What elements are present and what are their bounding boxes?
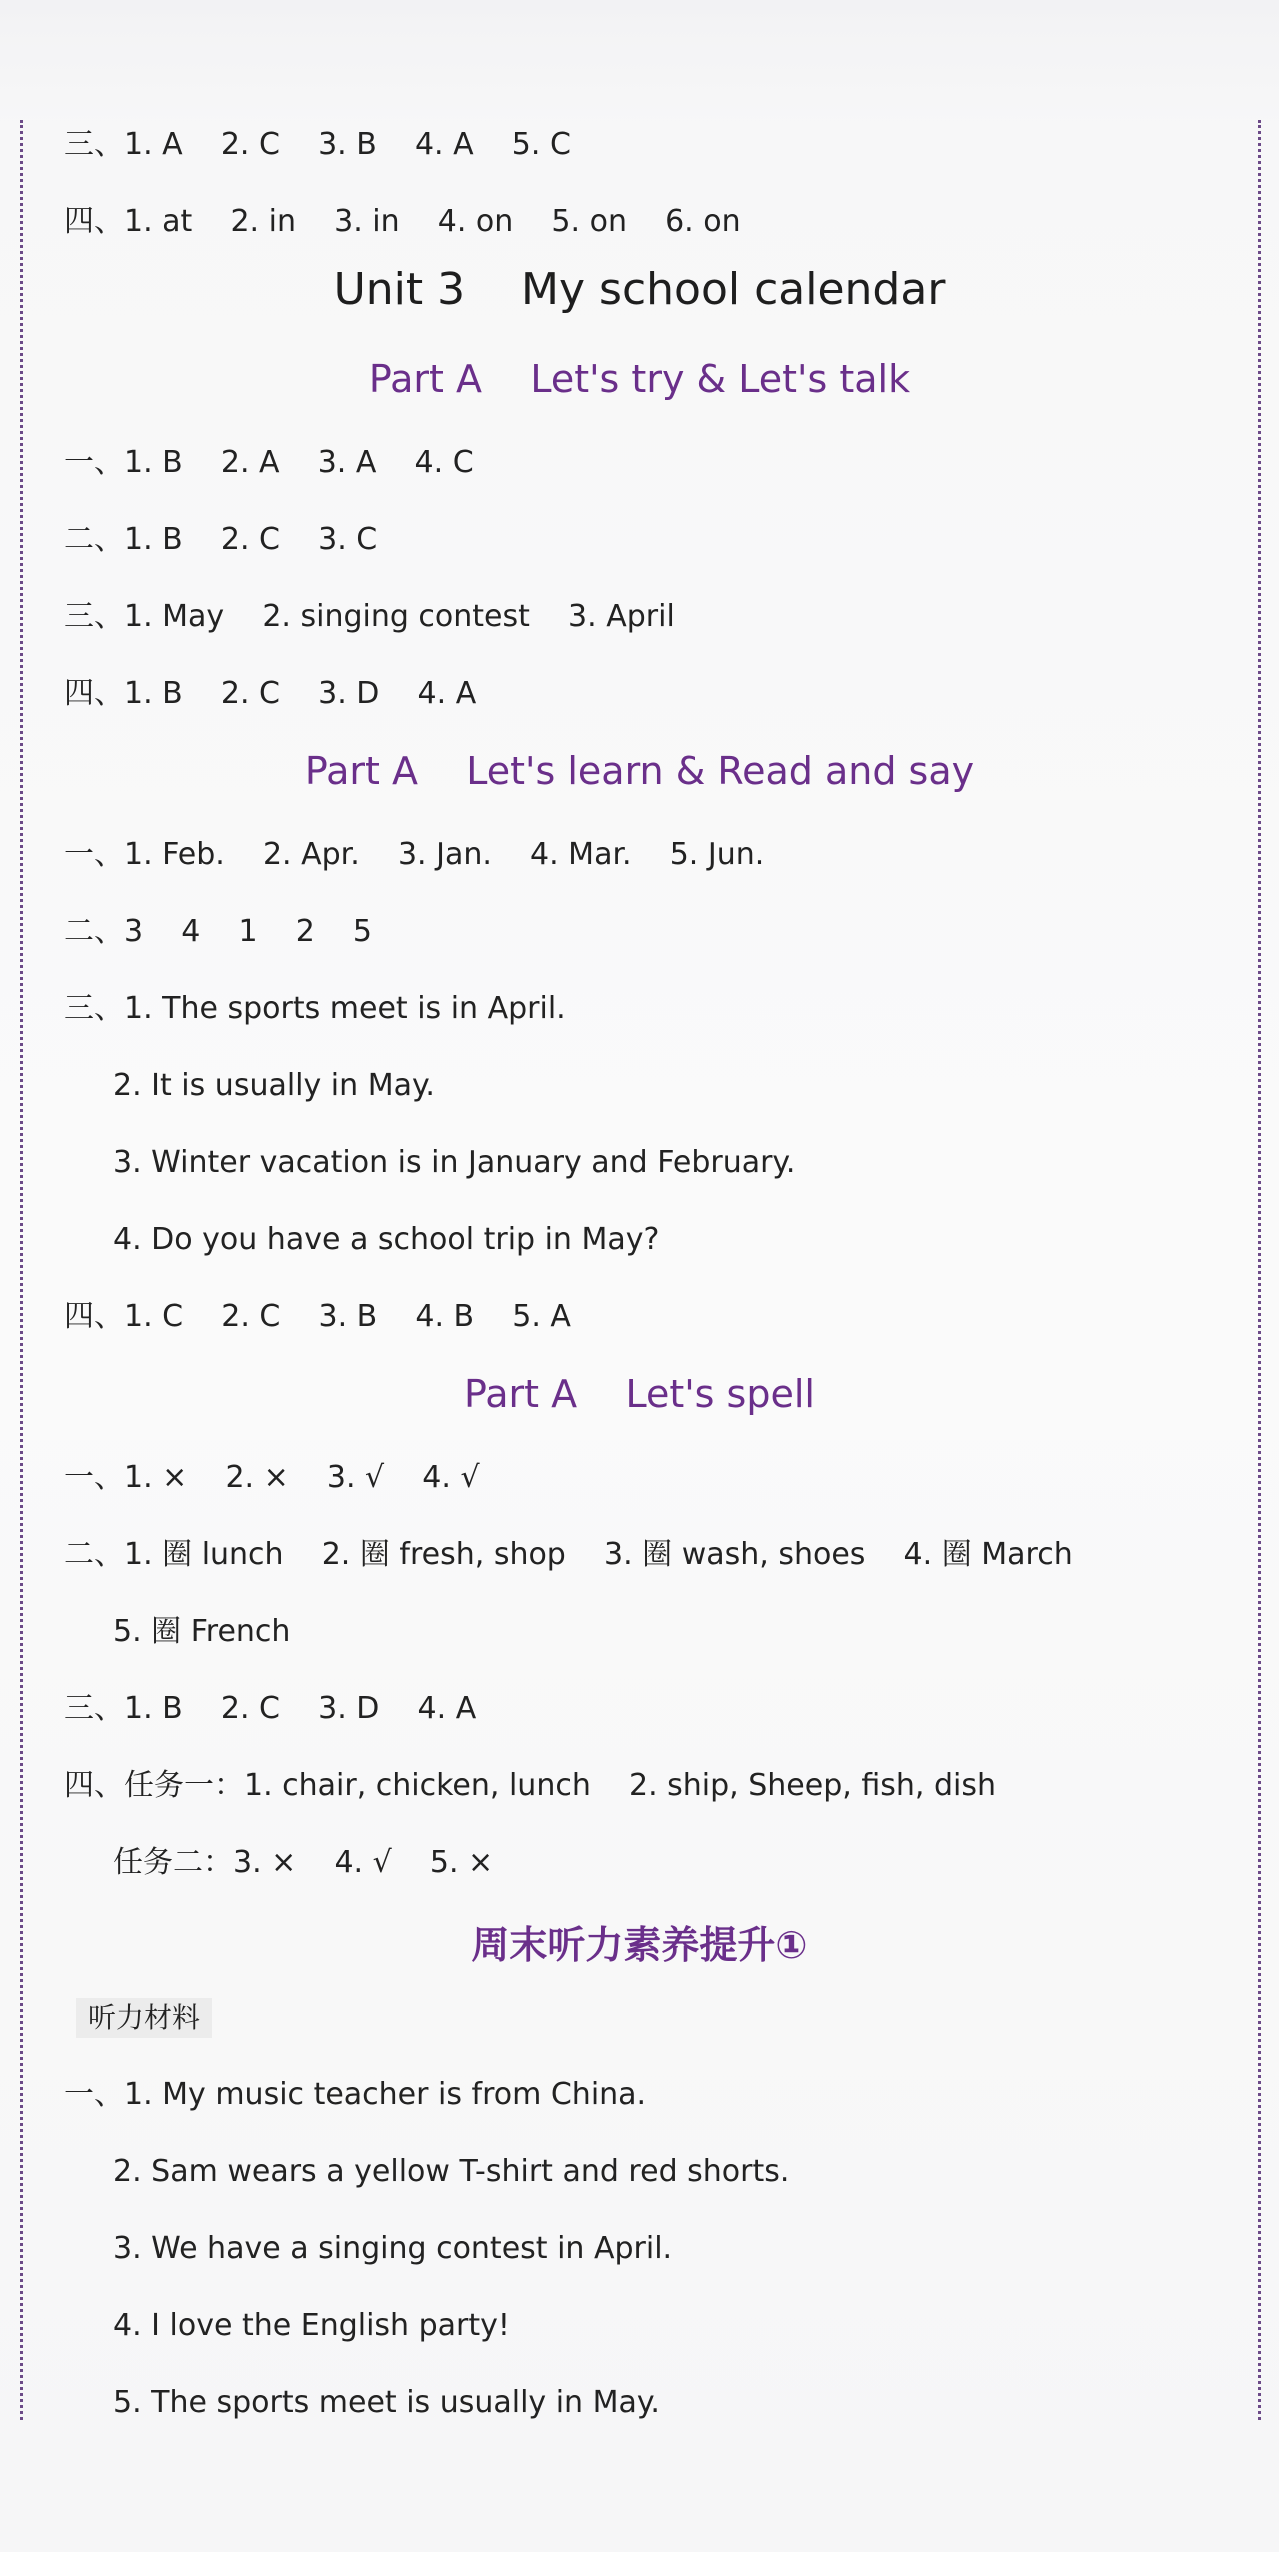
answer-line: 四、1. C 2. C 3. B 4. B 5. A (64, 1299, 571, 1334)
answer-line: 二、1. B 2. C 3. C (64, 522, 378, 557)
answer-line: 2. It is usually in May. (113, 1068, 435, 1103)
unit-title: Unit 3 My school calendar (333, 264, 946, 315)
answer-line: 一、1. Feb. 2. Apr. 3. Jan. 4. Mar. 5. Jun. (64, 837, 765, 872)
answer-line: 四、1. at 2. in 3. in 4. on 5. on 6. on (64, 204, 741, 239)
answer-line: 三、1. A 2. C 3. B 4. A 5. C (64, 127, 571, 162)
answer-line: 四、1. B 2. C 3. D 4. A (64, 676, 477, 711)
section-heading-spell: Part A Let's spell (464, 1372, 815, 1416)
answer-line: 4. Do you have a school trip in May? (113, 1222, 660, 1257)
answer-line: 二、1. 圈 lunch 2. 圈 fresh, shop 3. 圈 wash, shoes 4. 圈 March (64, 1537, 1073, 1572)
left-margin-dotted-rule (20, 120, 23, 2420)
answer-line: 任务二：3. × 4. √ 5. × (113, 1845, 494, 1880)
answer-line: 三、1. May 2. singing contest 3. April (64, 599, 675, 634)
answer-line: 三、1. B 2. C 3. D 4. A (64, 1691, 477, 1726)
answer-line: 一、1. × 2. × 3. √ 4. √ (64, 1460, 480, 1495)
right-margin-dotted-rule (1258, 120, 1261, 2420)
weekend-listening-heading: 周末听力素养提升① (471, 1923, 808, 1967)
answer-line: 4. I love the English party! (113, 2308, 510, 2343)
answer-line: 3. We have a singing contest in April. (113, 2231, 673, 2266)
answer-line: 一、1. B 2. A 3. A 4. C (64, 445, 474, 480)
section-heading-learn-read: Part A Let's learn & Read and say (304, 749, 975, 793)
answer-line: 四、任务一：1. chair, chicken, lunch 2. ship, Sheep, fish, dish (64, 1768, 996, 1803)
answer-line: 3. Winter vacation is in January and February. (113, 1145, 796, 1180)
answer-line: 二、3 4 1 2 5 (64, 914, 373, 949)
section-heading-try-talk: Part A Let's try & Let's talk (368, 357, 911, 401)
answer-line: 三、1. The sports meet is in April. (64, 991, 566, 1026)
answer-line: 5. The sports meet is usually in May. (113, 2385, 660, 2420)
answer-line: 一、1. My music teacher is from China. (64, 2077, 647, 2112)
answer-line: 5. 圈 French (113, 1614, 291, 1649)
answer-line: 2. Sam wears a yellow T-shirt and red shorts. (113, 2154, 790, 2189)
listening-material-label: 听力材料 (76, 1998, 212, 2038)
